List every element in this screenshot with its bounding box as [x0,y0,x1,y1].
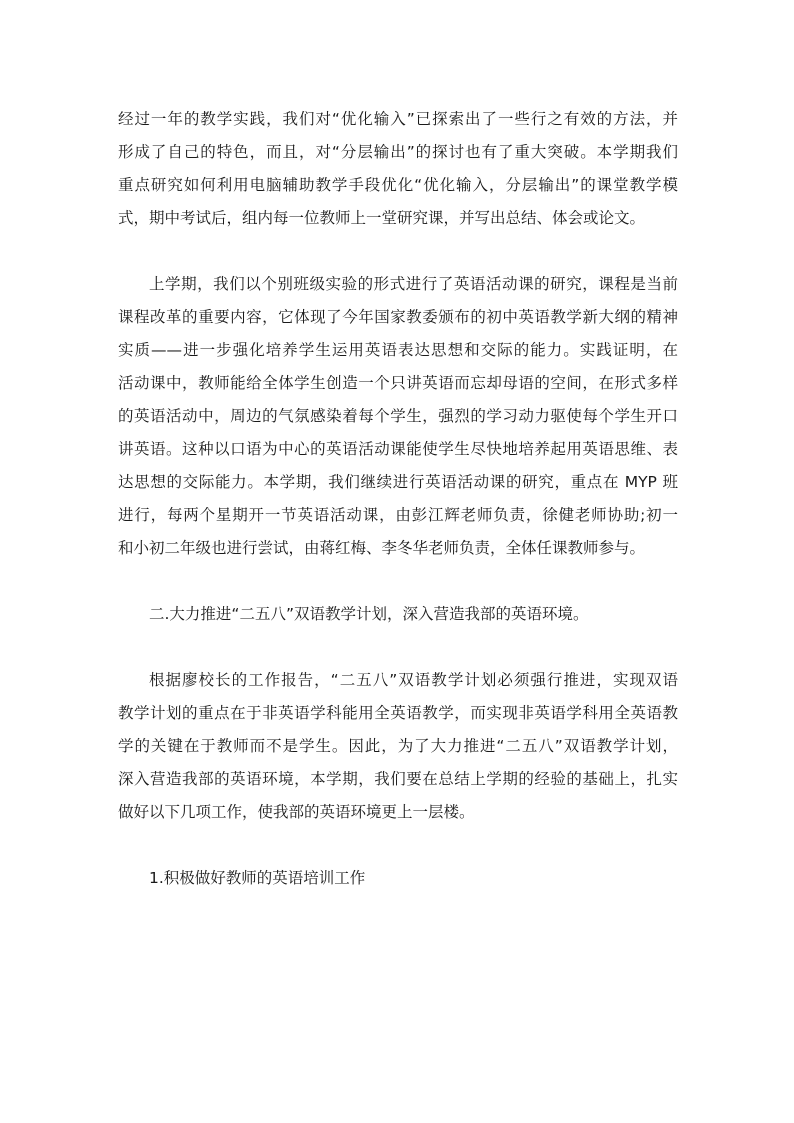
text-line: 活动课中，教师能给全体学生创造一个只讲英语而忘却母语的空间，在形式多样 [118,374,678,392]
document-page [118,103,678,895]
text-line: 式，期中考试后，组内每一位教师上一堂研究课，并写出总结、体会或论文。 [118,209,646,227]
paragraph-optimized-input [118,103,678,235]
paragraph-spacer [118,631,678,664]
text-line: 教学计划的重点在于非英语学科能用全英语教学，而实现非英语学科用全英语教 [118,704,678,722]
text-line: 经过一年的教学实践，我们对“优化输入”已探索出了一些行之有效的方法，并 [118,110,678,128]
paragraph-bilingual-plan [118,664,678,829]
text-line: 上学期，我们以个别班级实验的形式进行了英语活动课的研究，课程是当前 [149,275,678,293]
text-line: 讲英语。这种以口语为中心的英语活动课能使学生尽快地培养起用英语思维、表 [118,440,678,458]
text-line: 深入营造我部的英语环境，本学期，我们要在总结上学期的经验的基础上，扎实 [118,770,678,788]
text-line: 实质——进一步强化培养学生运用英语表达思想和交际的能力。实践证明，在 [118,341,678,359]
text-line: 做好以下几项工作，使我部的英语环境更上一层楼。 [118,803,475,821]
text-line: 进行，每两个星期开一节英语活动课，由彭江辉老师负责，徐健老师协助;初一 [118,506,678,524]
heading-line: 二.大力推进“二五八”双语教学计划，深入营造我部的英语环境。 [149,605,589,623]
section-heading-bilingual [118,598,678,631]
paragraph-activity-class [118,268,678,565]
text-line: 课程改革的重要内容，它体现了今年国家教委颁布的初中英语教学新大纲的精神 [118,308,678,326]
text-line: 重点研究如何利用电脑辅助教学手段优化“优化输入，分层输出”的课堂教学模 [118,176,678,194]
text-line: 学的关键在于教师而不是学生。因此，为了大力推进“二五八”双语教学计划， [118,737,678,755]
text-line: 的英语活动中，周边的气氛感染着每个学生，强烈的学习动力驱使每个学生开口 [118,407,678,425]
subheading-teacher-training [118,862,678,895]
text-line: 根据廖校长的工作报告，“二五八”双语教学计划必须强行推进，实现双语 [149,671,678,689]
text-line: 和小初二年级也进行尝试，由蒋红梅、李冬华老师负责，全体任课教师参与。 [118,539,646,557]
text-line: 形成了自己的特色，而且，对“分层输出”的探讨也有了重大突破。本学期我们 [118,143,678,161]
paragraph-spacer [118,235,678,268]
heading-line: 1.积极做好教师的英语培训工作 [149,869,366,887]
paragraph-spacer [118,829,678,862]
text-line: 达思想的交际能力。本学期，我们继续进行英语活动课的研究，重点在 MYP 班 [118,473,678,491]
paragraph-spacer [118,565,678,598]
